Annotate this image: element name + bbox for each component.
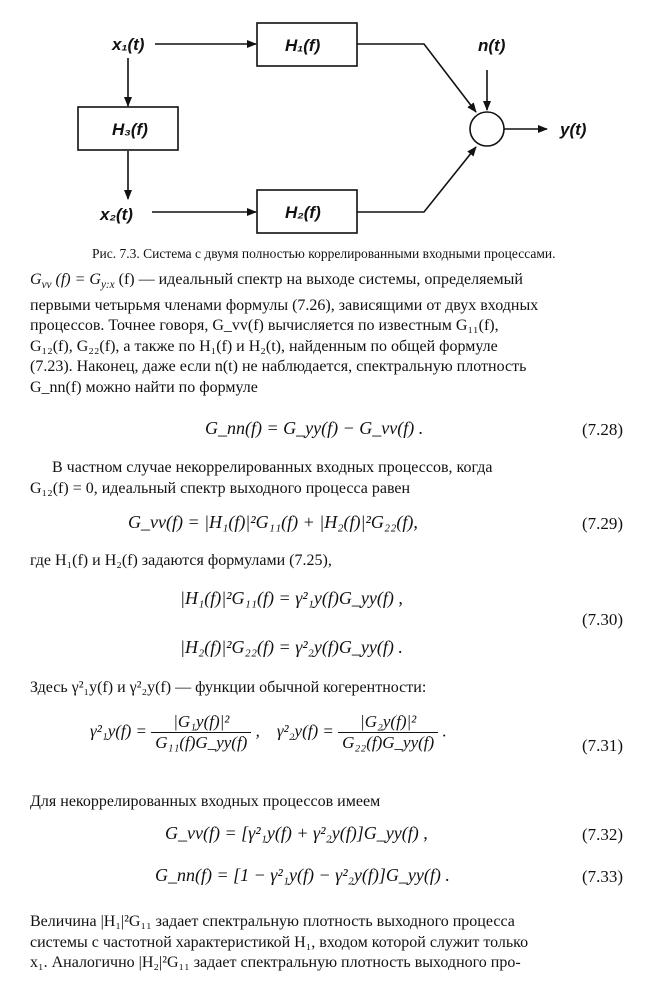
- block-diagram: [0, 0, 672, 245]
- p6-line-2: системы с частотной характеристикой H₁, входом которой служит только: [30, 933, 529, 951]
- p1-line-6: G_nn(f) можно найти по формуле: [30, 378, 258, 396]
- paragraph-5: Для некоррелированных входных процессов имеем: [30, 793, 381, 810]
- equation-7-28-number: (7.28): [582, 420, 624, 439]
- p6-line-1: Величина |H₁|²G₁₁ задает спектральную плотность выходного процесса: [30, 913, 515, 930]
- equation-7-30-number: (7.30): [582, 610, 624, 629]
- equation-7-28: G_nn(f) = G_yy(f) − G_vv(f) .: [205, 418, 424, 438]
- summing-junction: [470, 112, 504, 146]
- equation-7-32: G_vv(f) = [γ²₁y(f) + γ²₂y(f)]G_yy(f) ,: [165, 823, 428, 843]
- input-x1-label: x₁(t): [112, 35, 145, 54]
- paragraph-1: [30, 270, 645, 398]
- h2-label: H₂(f): [285, 203, 321, 222]
- paragraph-3: где H₁(f) и H₂(f) задаются формулами (7.25),: [30, 552, 332, 569]
- p1-line-1: $G_{vv}$ $(f) = G_{y:x}$ (f) — идеальный спектр на выходе системы, определяемый: [30, 271, 523, 292]
- p2-line-1: В частном случае некоррелированных входных процессов, когда: [52, 459, 493, 476]
- paragraph-6: [30, 912, 645, 974]
- equation-7-31-number: (7.31): [582, 736, 624, 755]
- equation-7-30b: |H₂(f)|²G₂₂(f) = γ²₂y(f)G_yy(f) .: [180, 637, 403, 657]
- p1-line-5: (7.23). Наконец, даже если n(t) не наблюдается, спектральную плотность: [30, 358, 527, 376]
- coherence-2-fraction: $\frac{\text{|G₂y(f)|²}}{\text{G₂₂(f)G\_yy(f)}}$: [338, 712, 438, 753]
- paragraph-2: [30, 458, 645, 499]
- equation-7-29-number: (7.29): [582, 514, 624, 533]
- p6-line-3: x₁. Аналогично |H₂|²G₁₁ задает спектральную плотность выходного про-: [30, 954, 521, 971]
- equation-7-33: G_nn(f) = [1 − γ²₁y(f) − γ²₂y(f)]G_yy(f) .: [155, 865, 450, 885]
- equation-7-33-number: (7.33): [582, 867, 624, 886]
- equation-7-30a: |H₁(f)|²G₁₁(f) = γ²₁y(f)G_yy(f) ,: [180, 588, 403, 608]
- input-x2-label: x₂(t): [100, 205, 133, 224]
- signal-arrows: [128, 44, 547, 212]
- equation-7-32-number: (7.32): [582, 825, 624, 844]
- paragraph-4: Здесь γ²₁y(f) и γ²₂y(f) — функции обычной когерентности:: [30, 679, 427, 696]
- p1-line-4: G₁₂(f), G₂₂(f), а также по H₁(f) и H₂(t), найденным по общей формуле: [30, 337, 498, 355]
- equation-7-29: G_vv(f) = |H₁(f)|²G₁₁(f) + |H₂(f)|²G₂₂(f),: [128, 512, 418, 532]
- p1-line-2: первыми четырьмя членами формулы (7.26), зависящими от двух входных: [30, 296, 539, 314]
- h1-label: H₁(f): [285, 36, 321, 55]
- p1-line-3: процессов. Точнее говоря, G_vv(f) вычисляется по известным G₁₁(f),: [30, 317, 499, 335]
- equation-7-31: γ²₁y(f) = $\frac{\text{|G₁y(f)|²}}{\text{G₁₁(f)G\_yy(f)}}$ , γ²₂y(f) = $\frac{\text{|G₂y(f)|²}}{\text{G₂₂(f)G\_yy(f)}}$ .: [90, 712, 447, 752]
- coherence-1-fraction: $\frac{\text{|G₁y(f)|²}}{\text{G₁₁(f)G\_yy(f)}}$: [151, 712, 251, 753]
- noise-label: n(t): [478, 36, 506, 55]
- h3-label: H₃(f): [112, 120, 148, 139]
- output-label: y(t): [560, 120, 587, 139]
- p2-line-2: G₁₂(f) = 0, идеальный спектр выходного процесса равен: [30, 479, 411, 497]
- figure-caption: Рис. 7.3. Система с двумя полностью коррелированными входными процессами.: [92, 246, 556, 261]
